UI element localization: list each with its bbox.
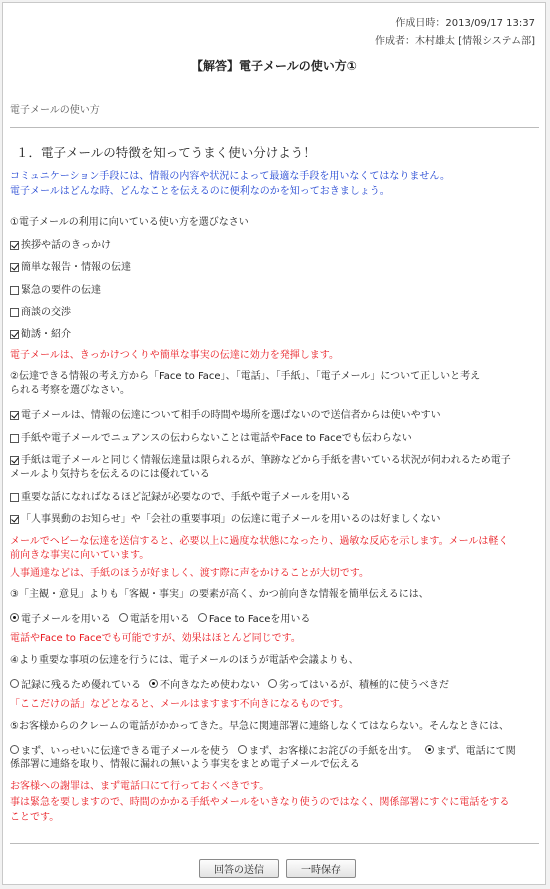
checkbox[interactable] — [10, 330, 19, 339]
option-label: まず、お客様にお詫びの手紙を出す。 — [249, 746, 418, 757]
radio[interactable] — [119, 613, 128, 622]
option-label: 簡単な報告・情報の伝達 — [21, 262, 131, 273]
option-label: 劣ってはいるが、積極的に使うべきだ — [279, 680, 449, 691]
q5-option[interactable] — [425, 742, 515, 757]
option-label: 緊急の要件の伝達 — [21, 285, 101, 296]
question-3-prompt: ③「主観・意見」よりも「客観・事実」の要素が高く、かつ前向きな情報を簡単伝えるには、 — [10, 589, 429, 600]
intro-text: コミュニケーション手段には、情報の内容や状況によって最適な手段を用いなくてはなりません。 — [10, 171, 450, 182]
q4-options — [10, 676, 457, 691]
radio[interactable] — [198, 613, 207, 622]
question-1-prompt: ①電子メールの利用に向いている使い方を選びなさい — [10, 217, 249, 228]
q1-option[interactable] — [10, 328, 71, 341]
submit-answers-button[interactable]: 回答の送信 — [199, 859, 279, 878]
radio[interactable] — [10, 679, 19, 688]
q2-option[interactable] — [10, 454, 511, 467]
radio[interactable] — [425, 745, 434, 754]
radio[interactable] — [238, 745, 247, 754]
option-label: 挨拶や話のきっかけ — [21, 240, 111, 251]
option-label: 電話を用いる — [129, 614, 190, 625]
option-label: 商談の交渉 — [21, 307, 71, 318]
q5-explanation: ことです。 — [10, 812, 60, 823]
intro-text: 電子メールはどんな時、どんなことを伝えるのに便利なのかを知っておきましょう。 — [10, 186, 390, 197]
q2-option[interactable] — [10, 409, 441, 422]
q2-option[interactable] — [10, 513, 441, 526]
option-label: まず、いっせいに伝達できる電子メールを使う — [21, 746, 230, 757]
checkbox[interactable] — [10, 286, 19, 295]
q4-option[interactable] — [268, 676, 449, 691]
radio[interactable] — [10, 613, 19, 622]
option-label: 記録に残るため優れている — [21, 680, 141, 691]
radio[interactable] — [10, 745, 19, 754]
checkbox[interactable] — [10, 241, 19, 250]
q5-option[interactable] — [10, 742, 230, 757]
q5-explanation: 事は緊急を要しますので、時間のかかる手紙やメールをいきなり使うのではなく、関係部署にすぐに電話をする — [10, 797, 510, 808]
question-2-prompt: ②伝達できる情報の考え方から「Face to Face」、「電話」、「手紙」、「電子メール」について正しいと考え — [10, 371, 481, 382]
option-label: 手紙や電子メールでニュアンスの伝わらないことは電話やFace to Faceでも伝わらない — [21, 433, 412, 444]
q3-option[interactable] — [10, 610, 111, 625]
q2-explanation: メールでヘビーな伝達を送信すると、必要以上に過度な状態になったり、過敏な反応を示します。メールは軽く — [10, 536, 509, 547]
option-label: 手紙は電子メールと同じく情報伝達量は限られるが、筆跡などから手紙を書いている状況が伺われるため電子 — [21, 455, 511, 466]
author-info: 作成者：木村雄太 [情報システム部] — [375, 36, 535, 47]
option-label: 不向きなため使わない — [160, 680, 260, 691]
q1-option[interactable] — [10, 239, 111, 252]
option-label-continued: メールより気持ちを伝えるのには優れている — [10, 469, 210, 480]
question-5-prompt: ⑤お客様からのクレームの電話がかかってきた。早急に関連部署に連絡しなくてはならない。そんなときには、 — [10, 721, 509, 732]
radio[interactable] — [268, 679, 277, 688]
q2-option[interactable] — [10, 491, 351, 504]
option-label: 電子メールを用いる — [21, 614, 111, 625]
save-draft-button[interactable]: 一時保存 — [286, 859, 356, 878]
option-label: Face to Faceを用いる — [208, 614, 311, 625]
q2-explanation: 前向きな事実に向いています。 — [10, 550, 150, 561]
created-timestamp: 作成日時：2013/09/17 13:37 — [395, 18, 535, 29]
checkbox[interactable] — [10, 456, 19, 465]
option-label: 重要な話になればなるほど記録が必要なので、手紙や電子メールを用いる — [21, 492, 351, 503]
q3-option[interactable] — [119, 610, 190, 625]
question-4-prompt: ④より重要な事項の伝達を行うには、電子メールのほうが電話や会議よりも、 — [10, 655, 359, 666]
radio[interactable] — [149, 679, 158, 688]
q5-options — [10, 742, 516, 757]
question-2-prompt: られる考察を選びなさい。 — [10, 385, 130, 396]
section-heading: １．電子メールの特徴を知ってうまく使い分けよう！ — [16, 145, 316, 160]
q5-option[interactable] — [238, 742, 417, 757]
q1-option[interactable] — [10, 284, 101, 297]
q2-explanation: 人事通達などは、手紙のほうが好ましく、渡す際に声をかけることが大切です。 — [10, 568, 369, 579]
checkbox[interactable] — [10, 411, 19, 420]
q5-explanation: お客様への謝罪は、まず電話口にて行っておくべきです。 — [10, 781, 270, 792]
checkbox[interactable] — [10, 308, 19, 317]
q4-explanation: 「ここだけの話」などとなると、メールはますます不向きになるものです。 — [10, 699, 349, 710]
page — [2, 2, 546, 885]
q4-option[interactable] — [149, 676, 260, 691]
q2-option[interactable] — [10, 432, 412, 445]
page-title: 【解答】電子メールの使い方① — [191, 59, 357, 73]
option-label: 「人事異動のお知らせ」や「会社の重要事項」の伝達に電子メールを用いるのは好ましくない — [21, 514, 441, 525]
breadcrumb: 電子メールの使い方 — [10, 105, 100, 116]
checkbox[interactable] — [10, 263, 19, 272]
option-label-continued: 係部署に連絡を取り、情報に漏れの無いよう事実をまとめ電子メールで伝える — [10, 759, 360, 770]
divider — [10, 127, 539, 128]
q1-option[interactable] — [10, 261, 131, 274]
checkbox[interactable] — [10, 434, 19, 443]
option-label: まず、電話にて関 — [436, 746, 516, 757]
option-label: 電子メールは、情報の伝達について相手の時間や場所を選ばないので送信者からは使いやすい — [21, 410, 441, 421]
q4-option[interactable] — [10, 676, 141, 691]
q3-option[interactable] — [198, 610, 311, 625]
q3-explanation: 電話やFace to Faceでも可能ですが、効果はほとんど同じです。 — [10, 633, 301, 644]
q1-explanation: 電子メールは、きっかけつくりや簡単な事実の伝達に効力を発揮します。 — [10, 350, 339, 361]
divider — [10, 843, 539, 844]
checkbox[interactable] — [10, 515, 19, 524]
checkbox[interactable] — [10, 493, 19, 502]
q3-options — [10, 610, 318, 625]
q1-option[interactable] — [10, 306, 71, 319]
option-label: 勧誘・紹介 — [21, 329, 71, 340]
